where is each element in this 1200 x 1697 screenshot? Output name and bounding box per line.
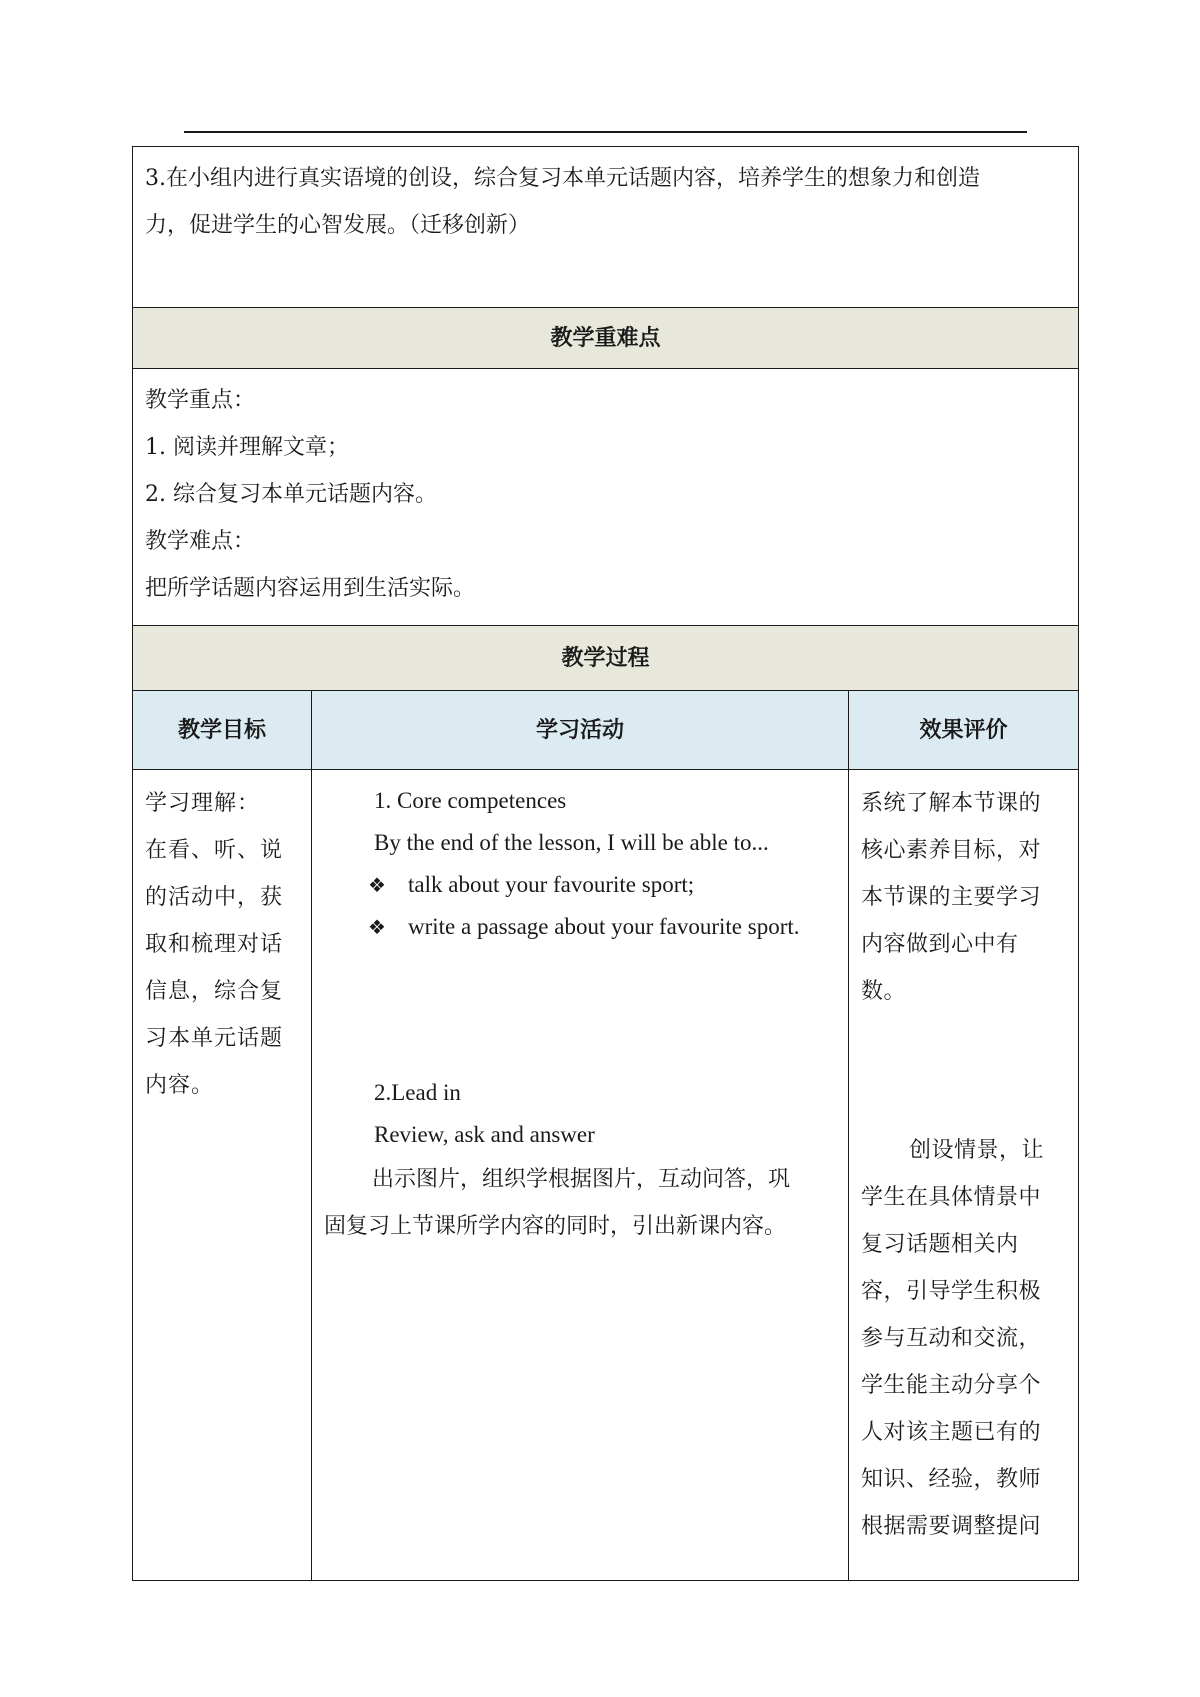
step2-zh-line-2: 固复习上节课所学内容的同时，引出新课内容。 bbox=[324, 1214, 787, 1239]
eval-line: 创设情景，让 bbox=[909, 1138, 1045, 1163]
intro-line-1: 3.在小组内进行真实语境的创设，综合复习本单元话题内容，培养学生的想象力和创造 bbox=[145, 166, 980, 191]
goal-line: 信息，综合复 bbox=[145, 979, 284, 1004]
key-points-heading: 教学重难点 bbox=[133, 308, 1079, 369]
column-header-evaluation: 效果评价 bbox=[849, 691, 1079, 770]
eval-line: 本节课的主要学习 bbox=[861, 885, 1042, 910]
intro-cell bbox=[133, 147, 1079, 308]
bullet-item bbox=[324, 906, 838, 948]
eval-line: 学生能主动分享个 bbox=[861, 1373, 1042, 1398]
eval-line: 核心素养目标，对 bbox=[861, 838, 1042, 863]
step1-intro: By the end of the lesson, I will be able to... bbox=[374, 830, 769, 855]
eval-line: 人对该主题已有的 bbox=[861, 1420, 1042, 1445]
column-header-activity: 学习活动 bbox=[312, 691, 849, 770]
goal-line: 的活动中，获 bbox=[145, 885, 284, 910]
bullet-text: write a passage about your favourite sport. bbox=[408, 914, 800, 939]
eval-line: 学生在具体情景中 bbox=[861, 1185, 1042, 1210]
focus-label: 教学重点： bbox=[145, 388, 256, 413]
key-points-row bbox=[133, 369, 1079, 626]
intro-line-2: 力，促进学生的心智发展。（迁移创新） bbox=[145, 213, 531, 238]
header-rule bbox=[184, 131, 1027, 133]
eval-line: 系统了解本节课的 bbox=[861, 791, 1042, 816]
column-header-goal: 教学目标 bbox=[133, 691, 312, 770]
evaluation-cell bbox=[849, 770, 1079, 1581]
goal-line: 习本单元话题 bbox=[145, 1026, 284, 1051]
eval-line: 内容做到心中有 bbox=[861, 932, 1019, 957]
key-points-cell bbox=[133, 369, 1079, 626]
step1-title: 1. Core competences bbox=[374, 788, 567, 813]
eval-line: 参与互动和交流， bbox=[861, 1326, 1042, 1351]
process-heading: 教学过程 bbox=[133, 626, 1079, 691]
eval-line: 容，引导学生积极 bbox=[861, 1279, 1042, 1304]
goal-line: 内容。 bbox=[145, 1073, 215, 1098]
difficulty-text: 把所学话题内容运用到生活实际。 bbox=[145, 576, 476, 601]
step2-sub: Review, ask and answer bbox=[374, 1122, 595, 1147]
process-header-row bbox=[133, 626, 1079, 691]
intro-row bbox=[133, 147, 1079, 308]
lesson-plan-table bbox=[132, 146, 1079, 1581]
bullet-item bbox=[324, 864, 838, 906]
column-header-row bbox=[133, 691, 1079, 770]
key-points-header-row bbox=[133, 308, 1079, 369]
goal-line: 取和梳理对话 bbox=[145, 932, 284, 957]
bullet-text: talk about your favourite sport; bbox=[408, 872, 695, 897]
eval-line: 复习话题相关内 bbox=[861, 1232, 1019, 1257]
process-body-row bbox=[133, 770, 1079, 1581]
eval-line: 数。 bbox=[861, 979, 907, 1004]
diamond-bullet-icon: ❖ bbox=[368, 915, 386, 939]
eval-line: 知识、经验，教师 bbox=[861, 1467, 1042, 1492]
step2-zh-line-1: 出示图片，组织学根据图片，互动问答，巩 bbox=[372, 1167, 791, 1192]
goal-line: 在看、听、说 bbox=[145, 838, 284, 863]
eval-line: 根据需要调整提问 bbox=[861, 1514, 1042, 1539]
focus-item-2: 2. 综合复习本单元话题内容。 bbox=[145, 482, 437, 507]
spacer bbox=[861, 1015, 1068, 1127]
step2-title: 2.Lead in bbox=[374, 1080, 461, 1105]
diamond-bullet-icon: ❖ bbox=[368, 873, 386, 897]
goal-line: 学习理解： bbox=[145, 791, 261, 816]
focus-item-1: 1. 阅读并理解文章； bbox=[145, 435, 349, 460]
activity-cell bbox=[312, 770, 849, 1581]
spacer bbox=[324, 948, 838, 1072]
goal-cell bbox=[133, 770, 312, 1581]
difficulty-label: 教学难点： bbox=[145, 529, 256, 554]
